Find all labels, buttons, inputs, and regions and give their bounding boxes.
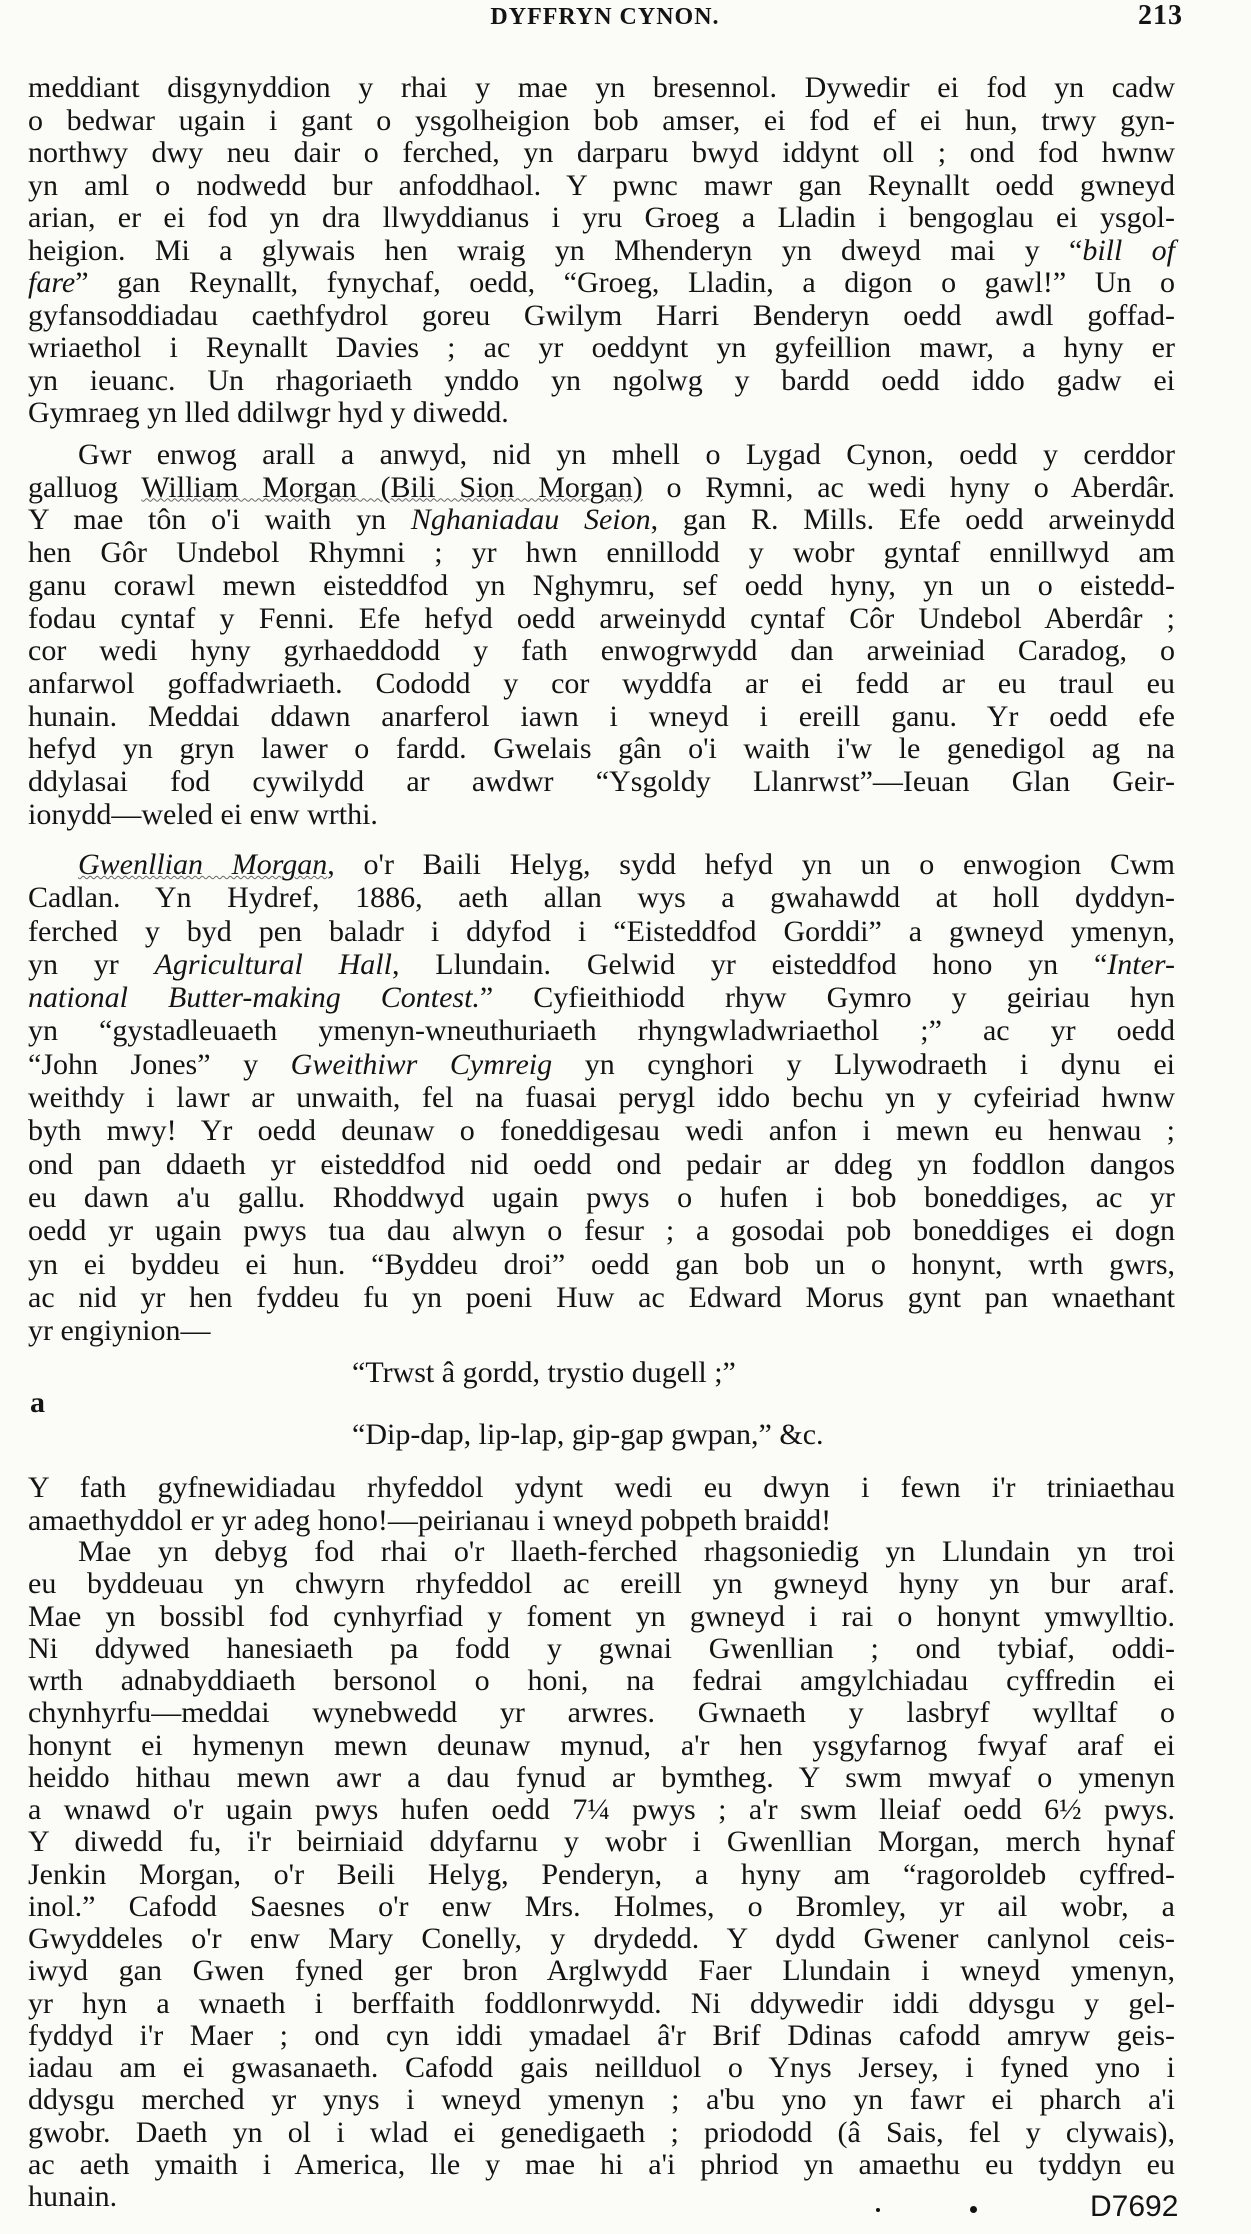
text-line	[28, 1923, 1175, 1955]
text-line	[28, 137, 1175, 170]
text-span: ond pan ddaeth yr eisteddfod nid oedd ond pedair ar ddeg yn foddlon dangos	[28, 1147, 1175, 1181]
text-span: ” Cyfieithiodd rhyw Gymro y geiriau hyn	[479, 981, 1175, 1015]
text-span: meddiant disgynyddion y rhai y mae yn bresennol. Dywedir ei fod yn cadw	[28, 71, 1175, 104]
text-line	[28, 1633, 1175, 1665]
text-span: heigion. Mi a glywais hen wraig yn Mhenderyn yn dweyd mai y “	[28, 233, 1083, 267]
text-span: inol.” Cafodd Saesnes o'r enw Mrs. Holmes, o Bromley, yr ail wobr, a	[28, 1889, 1175, 1923]
paragraph-changes	[28, 1471, 1175, 1537]
text-line	[28, 1826, 1175, 1858]
text-span: Gwr enwog arall a anwyd, nid yn mhell o Lygad Cynon, oedd y cerddor	[78, 438, 1175, 471]
text-line	[28, 1568, 1175, 1600]
text-line	[28, 300, 1175, 333]
text-line	[28, 1314, 1175, 1347]
text-span: iwyd gan Gwen fyned ger bron Arglwydd Faer Llundain i wneyd ymenyn,	[28, 1954, 1175, 1988]
text-line	[28, 170, 1175, 203]
text-line	[28, 1536, 1175, 1568]
text-span: fodau cyntaf y Fenni. Efe hefyd oedd arweinydd cyntaf Côr Undebol Aberdâr ;	[28, 601, 1175, 635]
text-line	[28, 1859, 1175, 1891]
page-number: 213	[1138, 0, 1183, 31]
text-line	[28, 701, 1175, 734]
paragraph-butter-contest	[28, 1536, 1175, 2213]
text-span: yn cynghori y Llywodraeth i dynu ei	[552, 1047, 1175, 1081]
text-line	[28, 799, 1175, 832]
text-span: hunain.	[28, 2180, 118, 2213]
text-line	[28, 1214, 1175, 1247]
text-span: Mae yn bossibl fod cynhyrfiad y foment yn gwneyd i rai o honynt ymwylltio.	[28, 1599, 1175, 1633]
text-span: , o'r Baili Helyg, sydd hefyd yn un o enwogion Cwm	[327, 848, 1176, 881]
text-line	[28, 1504, 1175, 1537]
text-line	[28, 1281, 1175, 1314]
text-span: Mae yn debyg fod rhai o'r llaeth-ferched rhagsoniedig yn Llundain yn troi	[78, 1535, 1175, 1568]
text-line	[28, 332, 1175, 365]
text-span: wriaethol i Reynallt Davies ; ac yr oeddynt yn gyfeillion mawr, a hyny er	[28, 331, 1175, 364]
text-line	[28, 766, 1175, 799]
text-line	[28, 1955, 1175, 1987]
verse-line-2: “Dip-dap, lip-lap, gip-gap gwpan,” &c.	[352, 1418, 824, 1451]
text-span: ddylasai fod cywilydd ar awdwr “Ysgoldy Llanrwst”—Ieuan Glan Geir-	[28, 765, 1175, 799]
italic-text: national Butter-making Contest.	[28, 981, 480, 1015]
text-span: a wnawd o'r ugain pwys hufen oedd 7¼ pwys ; a'r swm lleiaf oedd 6½ pwys.	[28, 1793, 1175, 1826]
text-span: wrth adnabyddiaeth bersonol o honi, na fedrai amgylchiadau cyffredin ei	[28, 1664, 1175, 1697]
italic-text: bill of	[1082, 233, 1175, 267]
italic-text: Gweithiwr Cymreig	[290, 1047, 553, 1081]
text-span: Gwyddeles o'r enw Mary Conelly, y drydedd. Y dydd Gwener canlynol ceis-	[28, 1922, 1175, 1955]
print-speck	[876, 2208, 880, 2212]
text-line	[28, 668, 1175, 701]
text-span: eu dawn a'u gallu. Rhoddwyd ugain pwys o hufen i bob boneddiges, ac yr	[28, 1180, 1175, 1214]
text-line	[28, 848, 1175, 881]
text-span: , Llundain. Gelwid yr eisteddfod hono yn “	[391, 947, 1108, 981]
text-span: ionydd—weled ei enw wrthi.	[28, 797, 378, 831]
text-span: gyfansoddiadau caethfydrol goreu Gwilym Harri Benderyn oedd awdl goffad-	[28, 298, 1175, 332]
text-line	[28, 733, 1175, 766]
text-span: ac nid yr hen fyddeu fu yn poeni Huw ac Edward Morus gynt pan wnaethant	[28, 1280, 1175, 1314]
text-line	[28, 1762, 1175, 1794]
italic-text: Inter-	[1107, 947, 1175, 981]
text-span: yr hyn a wnaeth i berffaith foddlonrwydd. Ni ddywedir iddi ddysgu y gel-	[28, 1986, 1175, 2020]
paragraph-reynallt	[28, 72, 1175, 430]
text-span: oedd yr ugain pwys tua dau alwyn o fesur ; a gosodai pob boneddiges ei dogn	[28, 1214, 1175, 1248]
text-line	[28, 1248, 1175, 1281]
text-line	[28, 2052, 1175, 2084]
text-line	[28, 981, 1175, 1014]
text-line	[28, 537, 1175, 570]
paragraph-william-morgan	[28, 439, 1175, 831]
text-span: cor wedi hyny gyrhaeddodd y fath enwogrwydd dan arweiniad Caradog, o	[28, 634, 1175, 668]
text-span: arian, er ei fod yn dra llwyddianus i yru Groeg a Lladin i bengoglau ei ysgol-	[28, 201, 1175, 234]
text-span: eu byddeuau yn chwyrn rhyfeddol ac ereill yn gwneyd hyny yn bur araf.	[28, 1567, 1175, 1601]
print-speck	[970, 2206, 977, 2213]
text-line	[28, 2117, 1175, 2149]
text-span: yn yr	[28, 947, 155, 981]
text-span: hunain. Meddai ddawn anarferol iawn i wneyd i ereill ganu. Yr oedd efe	[28, 699, 1175, 733]
text-span: honynt ei hymenyn mewn deunaw mynud, a'r hen ysgyfarnog fwyaf araf ei	[28, 1728, 1175, 1762]
text-line	[28, 2084, 1175, 2116]
text-line	[28, 2020, 1175, 2052]
text-line	[28, 948, 1175, 981]
text-span: fyddyd i'r Maer ; ond cyn iddi ymadael â'r Brif Ddinas cafodd amryw geis-	[28, 2018, 1175, 2052]
text-line	[28, 365, 1175, 398]
text-span: o Rymni, ac wedi hyny o Aberdâr.	[642, 470, 1176, 504]
text-span: Jenkin Morgan, o'r Beili Helyg, Penderyn, a hyny am “ragoroldeb cyffred-	[28, 1857, 1175, 1891]
text-line	[28, 603, 1175, 636]
text-line	[28, 1048, 1175, 1081]
text-line	[28, 72, 1175, 105]
text-line	[28, 202, 1175, 235]
text-line	[28, 635, 1175, 668]
paragraph-gwenllian-morgan	[28, 848, 1175, 1347]
text-line	[28, 1148, 1175, 1181]
text-span: yn “gystadleuaeth ymenyn-wneuthuriaeth rhyngwladwriaethol ;” ac yr oedd	[28, 1014, 1175, 1048]
text-span: weithdy i lawr ar unwaith, fel na fuasai perygl iddo bechu yn y cyfeiriad hwnw	[28, 1081, 1175, 1115]
verse-connector: a	[30, 1386, 45, 1419]
text-span: byth mwy! Yr oedd deunaw o foneddigesau wedi anfon i mewn eu henwau ;	[28, 1114, 1175, 1148]
text-line	[28, 2149, 1175, 2181]
italic-text: fare	[28, 266, 76, 299]
text-span: heiddo hithau mewn awr a dau fynud ar bymtheg. Y swm mwyaf o ymenyn	[28, 1760, 1175, 1794]
text-span: yr engiynion—	[28, 1314, 211, 1348]
text-span: “John Jones” y	[28, 1047, 291, 1081]
text-span: , gan R. Mills. Efe oedd arweinydd	[650, 503, 1175, 537]
text-line	[28, 267, 1175, 300]
text-line	[28, 439, 1175, 472]
catalog-id: D7692	[1090, 2190, 1179, 2223]
text-line	[28, 2181, 1175, 2213]
text-span: ferched y byd pen baladr i ddyfod i “Eisteddfod Gorddi” a gwneyd ymenyn,	[28, 914, 1175, 948]
text-line	[28, 570, 1175, 603]
text-span: ganu corawl mewn eisteddfod yn Nghymru, sef oedd hyny, yn un o eistedd-	[28, 568, 1175, 602]
underlined-text: William Morgan (Bili Sion Morgan)	[141, 470, 643, 504]
text-line	[28, 915, 1175, 948]
text-line	[28, 1114, 1175, 1147]
text-line	[28, 1181, 1175, 1214]
text-line	[28, 1794, 1175, 1826]
text-line	[28, 397, 1175, 430]
text-span: Ni ddywed hanesiaeth pa fodd y gwnai Gwenllian ; ond tybiaf, oddi-	[28, 1631, 1175, 1665]
text-line	[28, 1014, 1175, 1047]
text-span: Y fath gyfnewidiadau rhyfeddol ydynt wedi eu dwyn i fewn i'r triniaethau	[28, 1471, 1175, 1504]
text-line	[28, 1471, 1175, 1504]
text-span: Y diwedd fu, i'r beirniaid ddyfarnu y wobr i Gwenllian Morgan, merch hynaf	[28, 1825, 1175, 1859]
text-span: ac aeth ymaith i America, lle y mae hi a'i phriod yn amaethu eu tyddyn eu	[28, 2147, 1175, 2181]
text-span: amaethyddol er yr adeg hono!—peirianau i wneyd pobpeth braidd!	[28, 1504, 832, 1537]
text-line	[28, 235, 1175, 268]
text-line	[28, 472, 1175, 505]
text-line	[28, 881, 1175, 914]
verse-line-1: “Trwst â gordd, trystio dugell ;”	[352, 1356, 736, 1389]
text-line	[28, 1665, 1175, 1697]
text-span: chynhyrfu—meddai wynebwedd yr arwres. Gwnaeth y lasbryf wylltaf o	[28, 1696, 1175, 1730]
text-line	[28, 105, 1175, 138]
text-span: yn ieuanc. Un rhagoriaeth ynddo yn ngolwg y bardd oedd iddo gadw ei	[28, 363, 1175, 397]
text-span: Cadlan. Yn Hydref, 1886, aeth allan wys a gwahawdd at holl dyddyn-	[28, 881, 1175, 915]
text-line	[28, 1601, 1175, 1633]
text-span: ddysgu merched yr ynys i wneyd ymenyn ; a'bu yno yn fawr ei pharch a'i	[28, 2083, 1175, 2117]
italic-text: Agricultural Hall	[154, 947, 392, 981]
text-span: ” gan Reynallt, fynychaf, oedd, “Groeg, Lladin, a digon o gawl!” Un o	[75, 266, 1175, 299]
text-line	[28, 1891, 1175, 1923]
text-line	[28, 1988, 1175, 2020]
italic-text: Nghaniadau Seion	[410, 503, 651, 537]
text-span: anfarwol goffadwriaeth. Cododd y cor wyddfa ar ei fedd ar eu traul eu	[28, 666, 1175, 700]
text-span: hen Gôr Undebol Rhymni ; yr hwn ennillodd y wobr gyntaf ennillwyd am	[28, 536, 1175, 570]
text-span: o bedwar ugain i gant o ysgolheigion bob amser, ei fod ef ei hun, trwy gyn-	[28, 103, 1175, 137]
text-line	[28, 1697, 1175, 1729]
text-span: Y mae tôn o'i waith yn	[28, 503, 411, 537]
text-line	[28, 1730, 1175, 1762]
text-span: northwy dwy neu dair o ferched, yn darparu bwyd iddynt oll ; ond fod hwnw	[28, 136, 1175, 169]
text-span: yn aml o nodwedd bur anfoddhaol. Y pwnc mawr gan Reynallt oedd gwneyd	[28, 168, 1175, 202]
text-line	[28, 1081, 1175, 1114]
text-span: yn ei byddeu ei hun. “Byddeu droi” oedd gan bob un o honynt, wrth gwrs,	[28, 1247, 1175, 1281]
running-title: DYFFRYN CYNON.	[490, 4, 720, 30]
text-span: hefyd yn gryn lawer o fardd. Gwelais gân o'i waith i'w le genedigol ag na	[28, 732, 1175, 766]
text-span: Gymraeg yn lled ddilwgr hyd y diwedd.	[28, 396, 509, 429]
text-span: galluog	[28, 470, 142, 504]
text-span: gwobr. Daeth yn ol i wlad ei genedigaeth ; priododd (â Sais, fel y clywais),	[28, 2115, 1175, 2149]
italic-text: Gwenllian Morgan	[78, 848, 328, 881]
text-span: iadau am ei gwasanaeth. Cafodd gais neillduol o Ynys Jersey, i fyned yno i	[28, 2051, 1175, 2084]
text-line	[28, 504, 1175, 537]
